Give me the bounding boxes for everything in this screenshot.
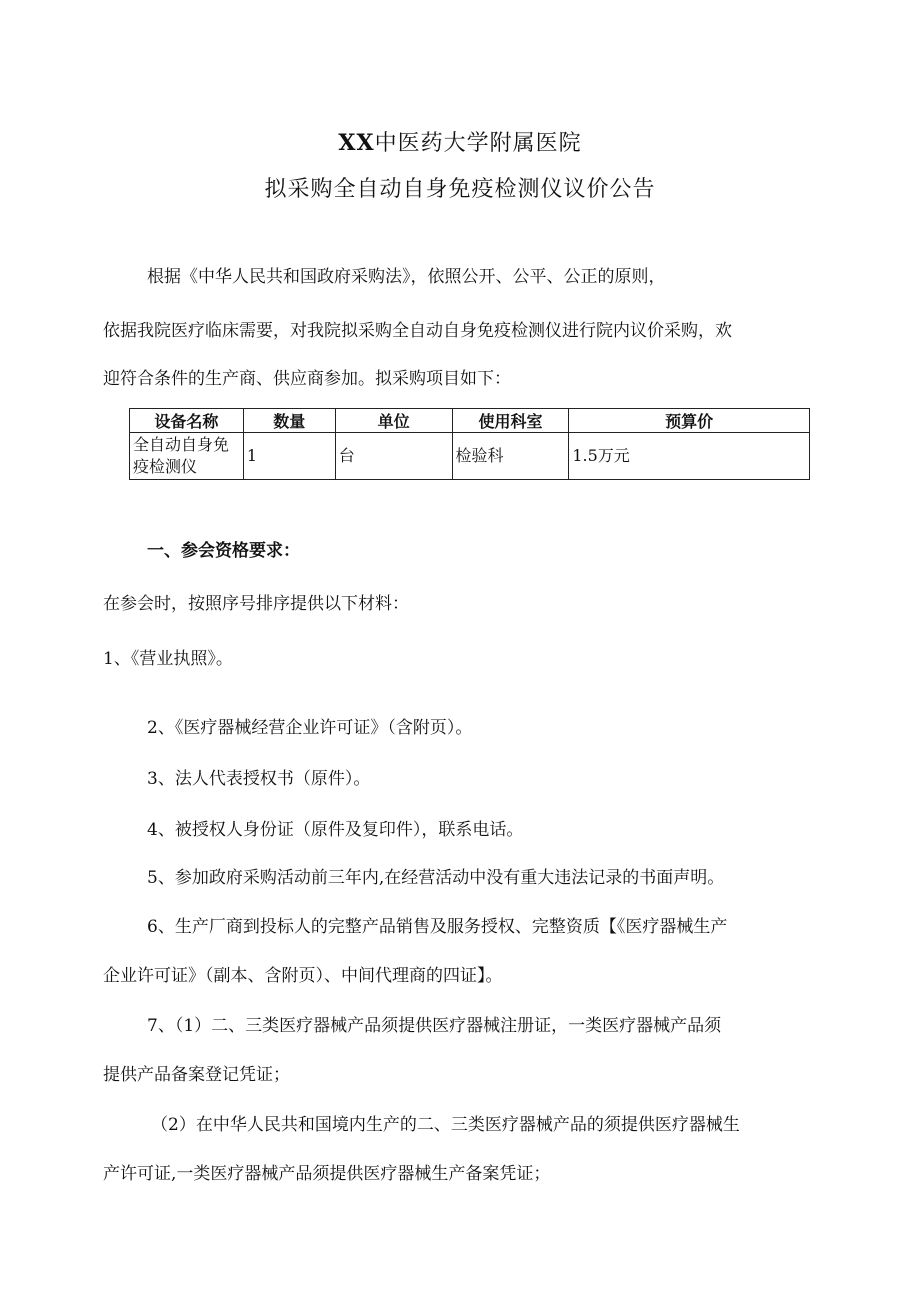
title-line1: 中医药大学附属医院 — [374, 131, 582, 156]
list-item: 3、法人代表授权书（原件）。 — [147, 769, 371, 789]
list-item: 1、《营业执照》。 — [103, 649, 233, 669]
list-item-continued: 企业许可证》（副本、含附页）、中间代理商的四证】。 — [103, 966, 503, 986]
title-prefix: XX — [338, 130, 375, 156]
page-subtitle: 拟采购全自动自身免疫检测仪议价公告 — [264, 177, 656, 202]
list-item: （2）在中华人民共和国境内生产的二、三类医疗器械产品的须提供医疗器械生 — [151, 1115, 740, 1135]
cell-unit: 台 — [335, 433, 452, 480]
page-title — [0, 126, 920, 157]
section-lead: 在参会时，按照序号排序提供以下材料： — [103, 594, 409, 614]
col-header-budget: 预算价 — [569, 409, 810, 433]
list-item: 5、参加政府采购活动前三年内,在经营活动中没有重大违法记录的书面声明。 — [147, 868, 725, 888]
list-item: 6、生产厂商到投标人的完整产品销售及服务授权、完整资质【《医疗器械生产 — [147, 917, 728, 937]
col-header-unit: 单位 — [335, 409, 452, 433]
list-item-continued: 提供产品备案登记凭证； — [103, 1065, 290, 1085]
cell-qty: 1 — [243, 433, 335, 480]
cell-budget: 1.5万元 — [569, 433, 810, 480]
cell-name: 全自动自身免疫检测仪 — [130, 433, 244, 480]
intro-line-2: 依据我院医疗临床需要，对我院拟采购全自动自身免疫检测仪进行院内议价采购，欢 — [103, 321, 732, 341]
col-header-name: 设备名称 — [130, 409, 244, 433]
procurement-table — [129, 408, 810, 480]
list-item: 7、（1）二、三类医疗器械产品须提供医疗器械注册证，一类医疗器械产品须 — [147, 1016, 722, 1036]
cell-dept: 检验科 — [452, 433, 569, 480]
list-item: 2、《医疗器械经营企业许可证》（含附页）。 — [147, 718, 473, 738]
section-heading: 一、参会资格要求： — [147, 541, 300, 561]
col-header-dept: 使用科室 — [452, 409, 569, 433]
col-header-qty: 数量 — [243, 409, 335, 433]
list-item-continued: 产许可证,一类医疗器械产品须提供医疗器械生产备案凭证； — [103, 1164, 551, 1184]
list-item: 4、被授权人身份证（原件及复印件），联系电话。 — [147, 820, 524, 840]
intro-line-3: 迎符合条件的生产商、供应商参加。拟采购项目如下： — [103, 369, 511, 389]
intro-line-1: 根据《中华人民共和国政府采购法》，依照公开、公平、公正的原则， — [147, 267, 666, 287]
table-row — [130, 433, 810, 480]
table-header-row — [130, 409, 810, 433]
